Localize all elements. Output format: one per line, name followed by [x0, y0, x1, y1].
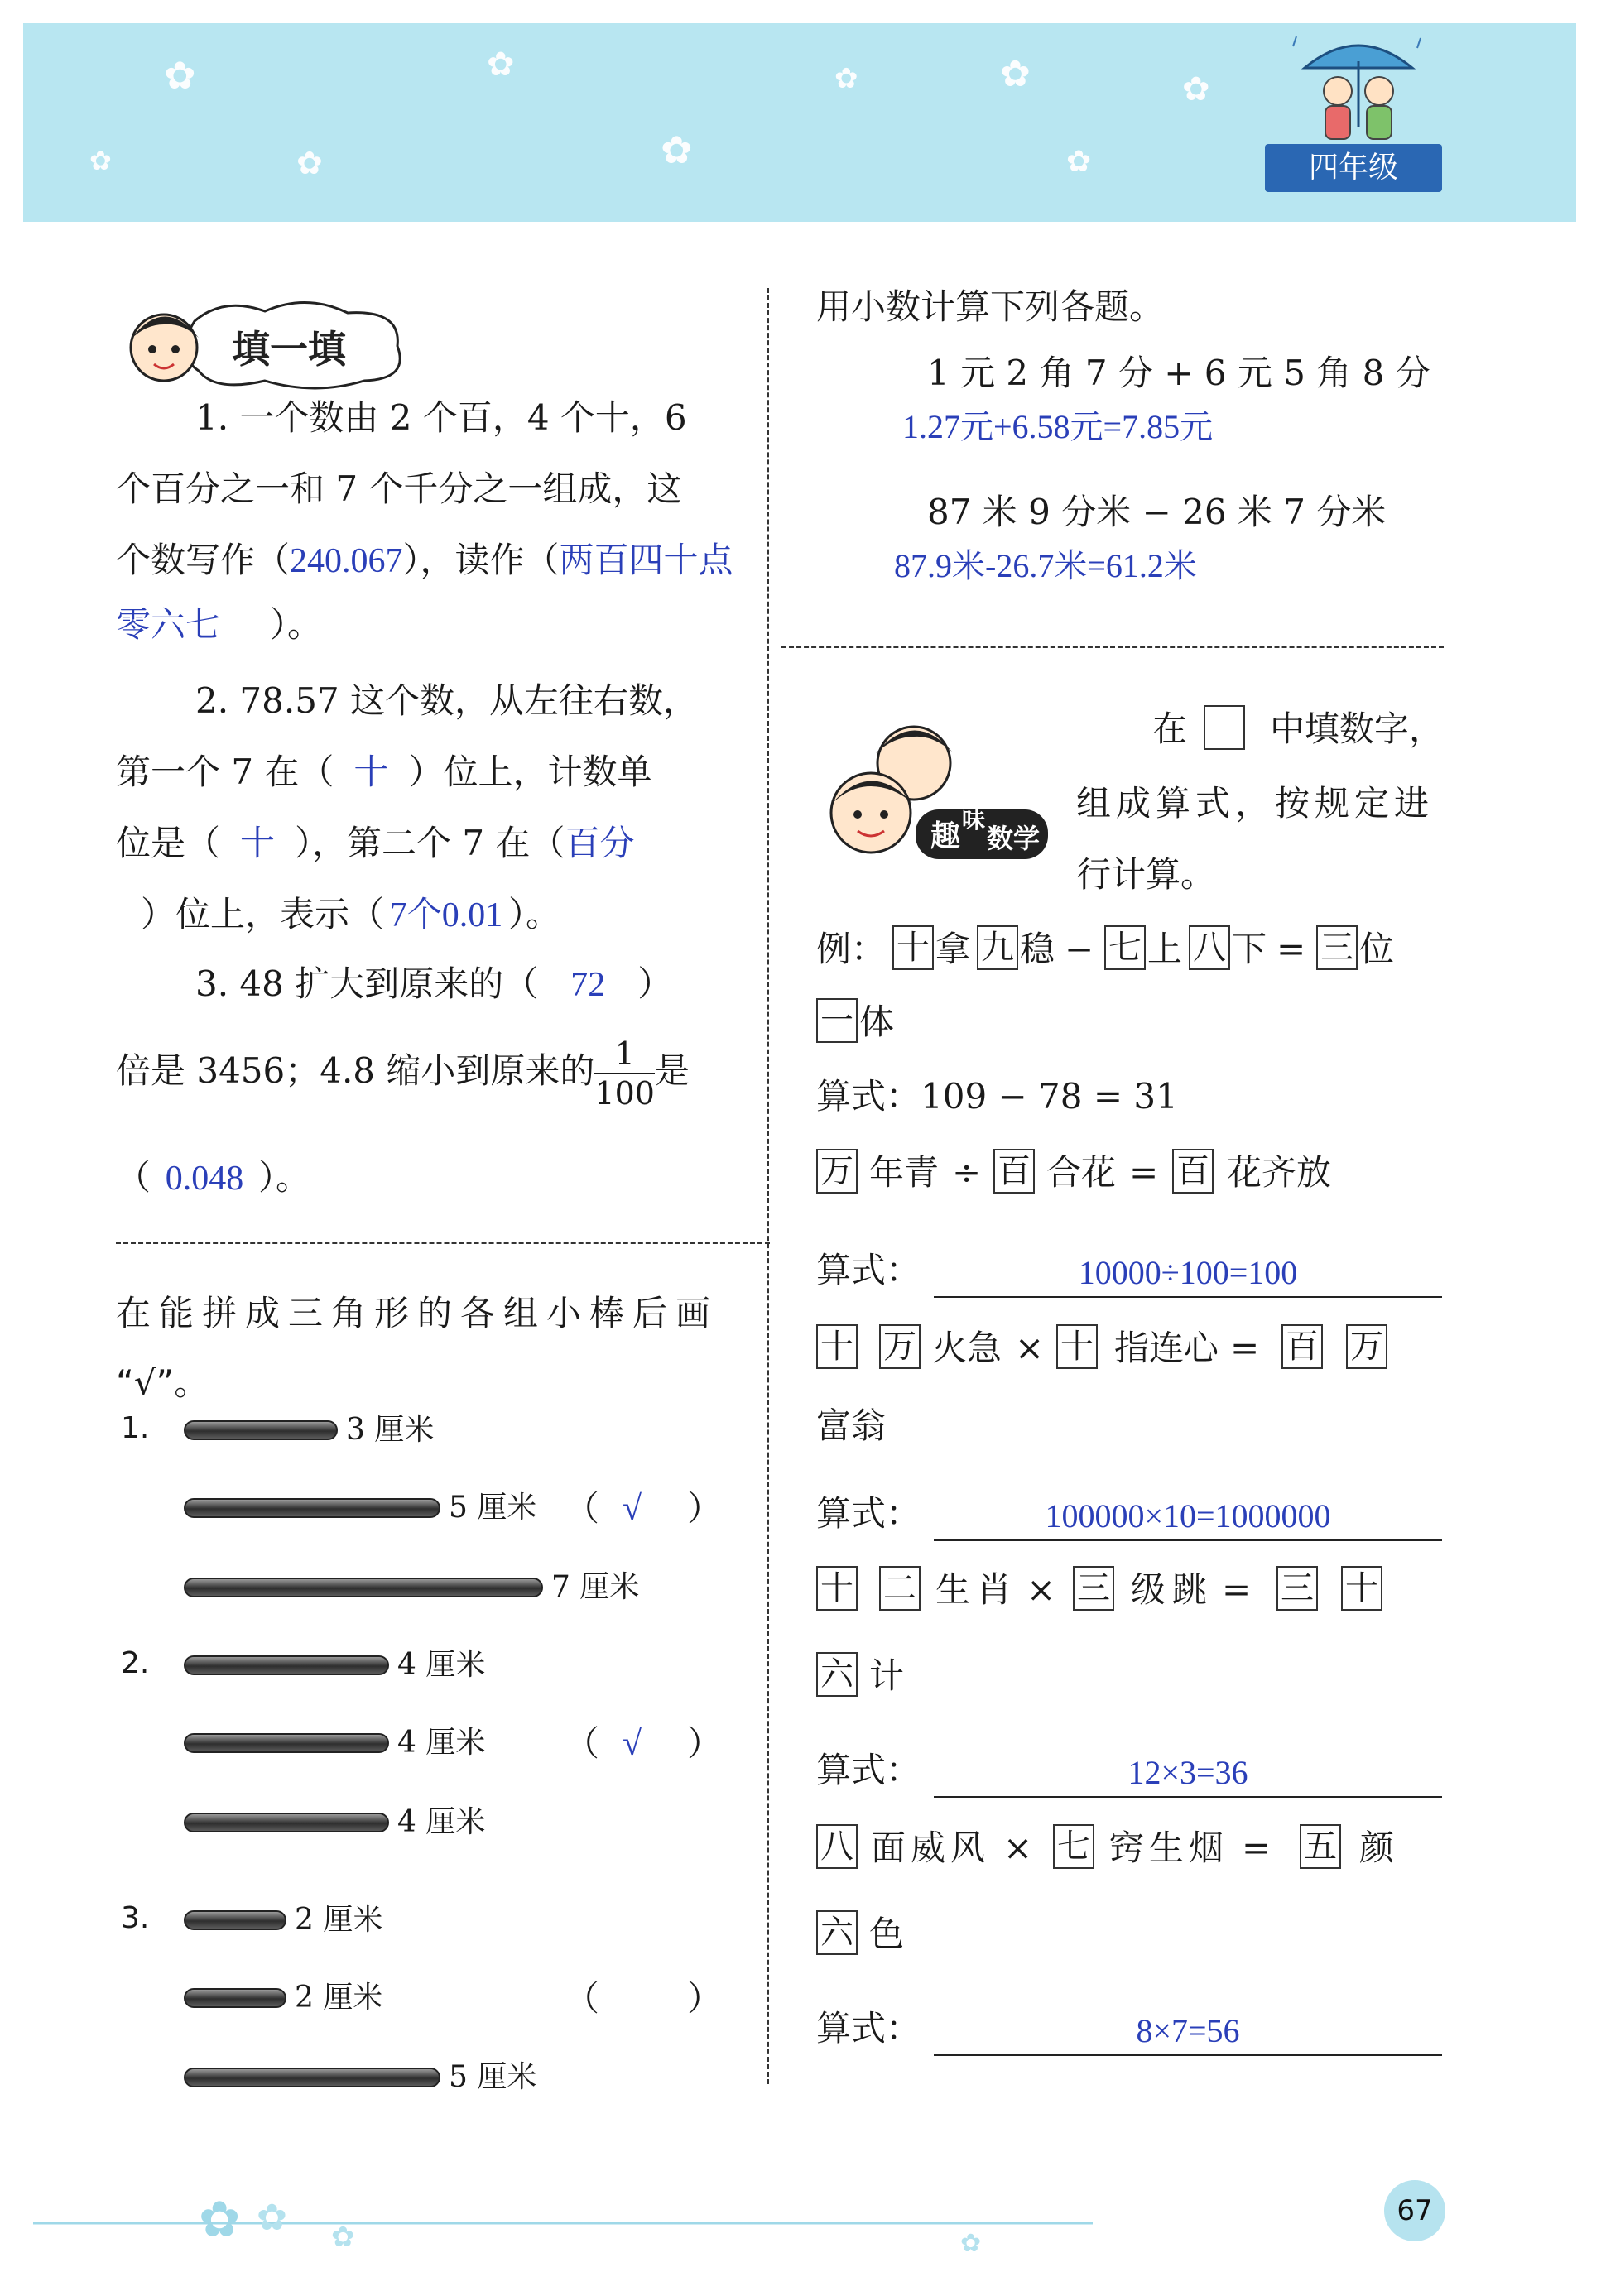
flower-icon: ✿: [296, 145, 323, 181]
triangle-title-line1: 在能拼成三角形的各组小棒后画: [116, 1293, 719, 1333]
answer-open-paren: （: [565, 1488, 600, 1529]
svg-text:✿: ✿: [960, 2229, 982, 2258]
svg-text:趣: 趣: [930, 819, 961, 853]
digit-box: 万: [816, 1149, 858, 1194]
stick-label: 3 厘米: [346, 1413, 435, 1447]
text: =: [1276, 929, 1306, 969]
text: 花齐放: [1227, 1152, 1332, 1193]
text: 上: [1147, 929, 1183, 969]
flower-icon: ✿: [487, 46, 515, 84]
formula-label: 算式：: [816, 1493, 921, 1534]
digit-box: 三: [1316, 925, 1358, 970]
stick-label: 7 厘米: [551, 1570, 640, 1604]
digit-box: 六: [816, 1652, 858, 1697]
decimal-q1: 1 元 2 角 7 分 + 6 元 5 角 8 分: [927, 353, 1430, 393]
decimal-q2: 87 米 9 分米 − 26 米 7 分米: [927, 492, 1387, 532]
digit-box: 二: [879, 1566, 921, 1611]
text: ÷: [952, 1152, 982, 1193]
q1-answer-reading-1: 两百四十点: [559, 542, 733, 580]
digit-box: 十: [1056, 1324, 1098, 1369]
flower-icon: ✿: [1066, 145, 1092, 179]
answer-close-paren: ）: [687, 1723, 723, 1764]
q3-line2: 倍是 3456；4.8 缩小到原来的 $\frac{1}{100}$ 是: [116, 1035, 690, 1112]
decimal-title: 用小数计算下列各题。: [816, 286, 1165, 327]
fraction-one-hundredth: $\frac{1}{100}$: [594, 1035, 655, 1112]
flower-icon: ✿: [661, 127, 693, 172]
stick-label: 2 厘米: [295, 1903, 383, 1937]
answer-close-paren: ）: [687, 1488, 723, 1529]
svg-text:数学: 数学: [987, 823, 1041, 854]
example-formula: 算式：109 − 78 = 31: [816, 1076, 1178, 1117]
formula-answer: 10000÷100=100: [1078, 1254, 1298, 1291]
text: 富翁: [816, 1405, 887, 1446]
text: =: [1242, 1828, 1272, 1868]
q1-line2: 个百分之一和 7 个千分之一组成，这: [116, 468, 682, 509]
text: ×: [1026, 1569, 1056, 1610]
formula-underline: [934, 1796, 1442, 1798]
fill-in-logo-text: 填一填: [232, 327, 346, 372]
text: 窍生烟: [1109, 1828, 1229, 1868]
formula-answer: 8×7=56: [1136, 2012, 1240, 2049]
text: 位: [1359, 929, 1395, 969]
answer-open-paren: （: [565, 1978, 600, 2019]
text: ×: [1015, 1328, 1045, 1368]
answer-checkmark: √: [623, 1725, 642, 1763]
fun-intro-in: 在: [1152, 708, 1188, 749]
stick-label: 4 厘米: [397, 1726, 486, 1760]
stick-label: 4 厘米: [397, 1805, 486, 1839]
footer-decoration: [33, 2185, 1093, 2260]
stick-label: 5 厘米: [449, 1491, 537, 1525]
svg-text:✿: ✿: [331, 2221, 355, 2254]
q3-answer-2: 0.048: [165, 1160, 244, 1198]
text: 合花: [1046, 1152, 1117, 1193]
digit-box: 十: [892, 925, 934, 970]
decimal-a1: 1.27元+6.58元=7.85元: [902, 408, 1214, 445]
digit-box: 十: [816, 1324, 858, 1369]
q3-line3: （ 0.048 ）。: [116, 1157, 311, 1198]
answer-checkmark: √: [623, 1490, 642, 1528]
text: 面威风: [871, 1828, 991, 1868]
digit-box: 三: [1276, 1566, 1318, 1611]
fun-intro-2: 组成算式，按规定进: [1076, 783, 1435, 824]
q1-line4: 零六七 ）。: [116, 604, 323, 645]
text: =: [1222, 1569, 1252, 1610]
digit-box: 一: [816, 998, 858, 1043]
triangle-title-line2: “√”。: [116, 1362, 209, 1403]
text: 颜: [1359, 1828, 1395, 1868]
text: 稳: [1020, 929, 1055, 969]
formula-answer: 12×3=36: [1127, 1754, 1248, 1791]
page-number: 67: [1384, 2180, 1445, 2241]
grade-badge: 四年级: [1265, 144, 1442, 192]
stick-group-number: 2.: [121, 1646, 150, 1680]
formula-label: 算式：: [816, 1250, 921, 1290]
text: 级跳: [1131, 1569, 1214, 1610]
q2-line3: 位是（ 十 ），第二个 7 在（百分: [116, 823, 635, 863]
text: 下: [1232, 929, 1267, 969]
digit-box: 八: [1189, 925, 1230, 970]
fun-intro-3: 行计算。: [1076, 854, 1216, 895]
flower-icon: ✿: [164, 53, 196, 98]
digit-box: 百: [1281, 1324, 1323, 1369]
svg-text:✿: ✿: [257, 2197, 287, 2239]
digit-box: 六: [816, 1910, 858, 1955]
formula-label: 算式：: [816, 1750, 921, 1790]
formula-underline: [934, 1539, 1442, 1541]
text: 体: [859, 1001, 895, 1042]
text: 拿: [935, 929, 971, 969]
q2-line1: 2. 78.57 这个数，从左往右数，: [195, 680, 699, 721]
digit-box: 万: [879, 1324, 921, 1369]
stick-group-number: 1.: [121, 1411, 150, 1445]
flower-icon: ✿: [1182, 70, 1210, 108]
q1-answer-reading-2: 零六七: [116, 607, 221, 645]
q2-answer-2: 十: [240, 825, 276, 863]
q2-line2: 第一个 7 在（ 十 ）位上，计数单: [116, 752, 652, 792]
digit-box: 七: [1053, 1824, 1094, 1869]
digit-box: 八: [816, 1824, 858, 1869]
q1-answer-number: 240.067: [290, 542, 403, 580]
text: ×: [1003, 1828, 1033, 1868]
q3-answer-1: 72: [570, 966, 606, 1004]
q3-line1: 3. 48 扩大到原来的（ 72 ）: [195, 963, 673, 1004]
text: 指连心: [1114, 1328, 1219, 1368]
answer-open-paren: （: [565, 1723, 600, 1764]
q1-line1: 1. 一个数由 2 个百，4 个十，6: [195, 397, 687, 438]
digit-box: 五: [1300, 1824, 1341, 1869]
flower-icon: ✿: [89, 145, 112, 176]
stick-group-number: 3.: [121, 1901, 150, 1935]
text: =: [1230, 1328, 1260, 1368]
digit-box: 万: [1346, 1324, 1387, 1369]
text: −: [1065, 929, 1094, 969]
formula-answer: 100000×10=1000000: [1045, 1497, 1331, 1535]
answer-close-paren: ）: [687, 1978, 723, 2019]
digit-box: 七: [1104, 925, 1146, 970]
decimal-a2: 87.9米-26.7米=61.2米: [894, 547, 1197, 584]
stick-label: 4 厘米: [397, 1648, 486, 1682]
digit-box: 十: [1341, 1566, 1382, 1611]
stick-label: 5 厘米: [449, 2060, 537, 2094]
text: 计: [869, 1655, 905, 1696]
fun-intro-1: 中填数字，: [1270, 708, 1445, 749]
digit-box: 三: [1073, 1566, 1114, 1611]
text: 例：: [816, 929, 887, 969]
text: 年青: [869, 1152, 940, 1193]
q2-answer-3: 百分: [565, 825, 635, 863]
digit-box: 九: [977, 925, 1018, 970]
formula-underline: [934, 1296, 1442, 1298]
q2-answer-1: 十: [353, 754, 389, 792]
flower-icon: ✿: [834, 62, 858, 95]
q1-line3: 个数写作（240.067），读作（两百四十点: [116, 540, 733, 580]
digit-box: 百: [1172, 1149, 1214, 1194]
formula-underline: [934, 2054, 1442, 2056]
flower-icon: ✿: [1000, 53, 1031, 95]
q2-line4: ）位上，表示（ 7个0.01 ）。: [141, 894, 561, 934]
formula-label: 算式：: [816, 2008, 921, 2049]
stick-label: 2 厘米: [295, 1981, 383, 2015]
text: 生肖: [935, 1569, 1019, 1610]
q2-answer-4: 7个0.01: [389, 896, 503, 934]
digit-box: 十: [816, 1566, 858, 1611]
text: 火急: [932, 1328, 1002, 1368]
text: =: [1129, 1152, 1159, 1193]
digit-box: 百: [993, 1149, 1035, 1194]
svg-text:味: 味: [962, 806, 986, 833]
svg-text:✿: ✿: [199, 2191, 241, 2249]
text: 色: [869, 1914, 905, 1954]
